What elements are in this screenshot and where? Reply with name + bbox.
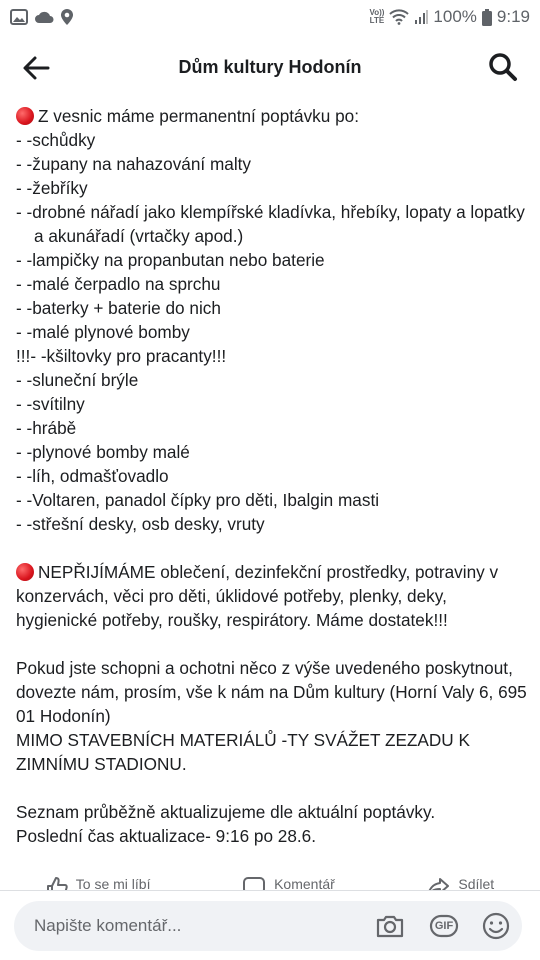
list-item: - -svítilny xyxy=(16,394,85,414)
thumbs-up-icon xyxy=(46,876,68,890)
gif-button[interactable] xyxy=(428,910,460,942)
share-button[interactable]: Sdílet xyxy=(426,872,494,890)
wifi-icon xyxy=(389,9,409,25)
comment-button[interactable]: Komentář xyxy=(242,872,335,890)
location-icon xyxy=(60,8,74,26)
not-accepted-paragraph: NEPŘIJÍMÁME oblečení, dezinfekční prostředky, potraviny v konzervách, věci pro děti, úklidové potřeby, plenky, deky, hygienické potřeby, roušky, respirátory. Máme dostatek!!! xyxy=(16,562,499,630)
list-item: - -střešní desky, osb desky, vruty xyxy=(16,514,265,534)
list-item: - -baterky + baterie do nich xyxy=(16,298,221,318)
share-icon xyxy=(426,876,450,890)
list-item: - -malé čerpadlo na sprchu xyxy=(16,274,221,294)
like-button[interactable]: To se mi líbí xyxy=(46,872,151,890)
list-item: - -župany na nahazování malty xyxy=(16,154,252,174)
list-item: - -malé plynové bomby xyxy=(16,322,190,342)
comment-composer xyxy=(0,890,540,960)
signal-icon xyxy=(414,9,428,25)
list-item: - -drobné nářadí jako klempířské kladívka, hřebíky, lopaty a lopatky a akunářadí (vrtačky apod.) xyxy=(16,202,525,246)
red-circle-icon xyxy=(16,563,34,581)
update-note: Seznam průběžně aktualizujeme dle aktuální poptávky. xyxy=(16,802,436,822)
status-left xyxy=(10,8,74,26)
list-item: - -líh, odmašťovadlo xyxy=(16,466,169,486)
battery-icon xyxy=(482,9,492,26)
list-item: - -Voltaren, panadol čípky pro děti, Ibalgin masti xyxy=(16,490,380,510)
list-item: - -hrábě xyxy=(16,418,77,438)
comment-box[interactable] xyxy=(14,901,522,951)
gallery-icon xyxy=(10,9,28,25)
materials-note: MIMO STAVEBNÍCH MATERIÁLŮ -TY SVÁŽET ZEZADU K ZIMNÍMU STADIONU. xyxy=(16,730,470,774)
camera-icon[interactable] xyxy=(374,910,406,942)
spacer xyxy=(16,776,528,800)
list-item: - -plynové bomby malé xyxy=(16,442,190,462)
list-item: - -lampičky na propanbutan nebo baterie xyxy=(16,250,325,270)
post-body xyxy=(16,104,528,848)
list-item: - -žebříky xyxy=(16,178,88,198)
list-item: - -sluneční brýle xyxy=(16,370,139,390)
page-title: Dům kultury Hodonín xyxy=(178,56,362,77)
post-action-bar xyxy=(0,872,540,890)
list-item: !!!- -kšiltovky pro pracanty!!! xyxy=(16,346,227,366)
cloud-icon xyxy=(34,10,54,24)
battery-percent: 100% xyxy=(433,7,477,26)
clock: 9:19 xyxy=(496,7,530,26)
post-intro: Z vesnic máme permanentní poptávku po: xyxy=(16,104,528,128)
status-bar xyxy=(0,0,540,34)
comment-input[interactable] xyxy=(32,915,366,937)
top-app-bar xyxy=(0,34,540,100)
instructions-paragraph: Pokud jste schopni a ochotni něco z výše uvedeného poskytnout, dovezte nám, prosím, vše k nám na Dům kultury (Horní Valy 6, 695 01 Hodonín) xyxy=(16,658,527,726)
spacer xyxy=(16,536,528,560)
red-circle-icon xyxy=(16,107,34,125)
search-icon[interactable] xyxy=(488,52,518,82)
spacer xyxy=(16,632,528,656)
comment-icon xyxy=(242,876,266,890)
emoji-icon[interactable] xyxy=(480,910,512,942)
status-right xyxy=(369,7,530,27)
gif-label: GIF xyxy=(434,920,454,932)
last-update: Poslední čas aktualizace- 9:16 po 28.6. xyxy=(16,826,317,846)
list-item: - -schůdky xyxy=(16,130,96,150)
volte-indicator: Vo)) LTE xyxy=(369,8,385,25)
back-arrow-icon[interactable] xyxy=(20,52,52,84)
